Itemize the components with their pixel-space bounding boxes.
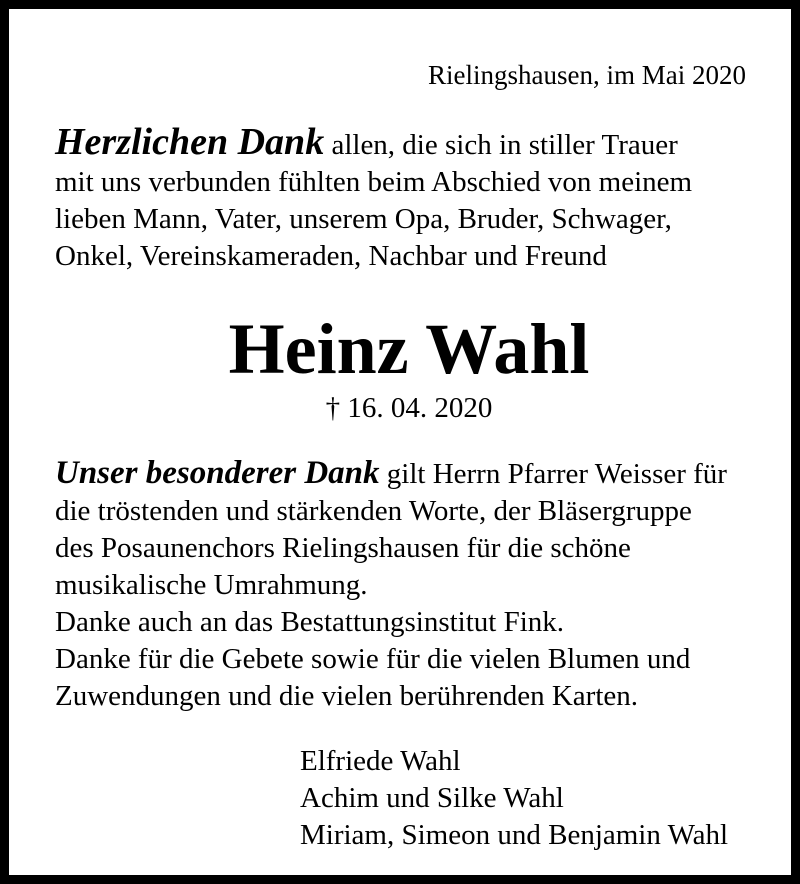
signature-line: Miriam, Simeon und Benjamin Wahl (300, 819, 729, 851)
thanks-text: allen, die sich in stiller Trauer (331, 129, 678, 161)
signature-line: Achim und Silke Wahl (300, 782, 564, 814)
special-thanks-line-6: Danke für die Gebete sowie für die vielen Blumen und (55, 643, 691, 675)
signatures (300, 743, 728, 854)
signature-line: Elfriede Wahl (300, 745, 461, 777)
thanks-line-2: mit uns verbunden fühlten beim Abschied von meinem (55, 166, 693, 198)
thanks-line-4: Onkel, Vereinskameraden, Nachbar und Freund (55, 240, 607, 272)
special-thanks-line-1 (55, 455, 775, 493)
special-thanks-line-5: Danke auch an das Bestattungsinstitut Fink. (55, 606, 565, 638)
cross-icon: † (325, 392, 341, 424)
special-thanks-line-4: musikalische Umrahmung. (55, 569, 368, 601)
death-date-line (9, 390, 800, 426)
thanks-lead: Herzlichen Dank (55, 121, 325, 163)
thanks-line-1 (55, 121, 775, 164)
special-thanks-line-2: die tröstenden und stärkenden Worte, der Bläsergruppe (55, 495, 692, 527)
special-thanks-line-3: des Posaunenchors Rielingshausen für die schöne (55, 532, 631, 564)
place-date: Rielingshausen, im Mai 2020 (428, 60, 746, 90)
special-thanks-lead: Unser besonderer Dank (55, 455, 380, 491)
thanks-line-3: lieben Mann, Vater, unserem Opa, Bruder, Schwager, (55, 203, 672, 235)
special-thanks-paragraph (55, 455, 775, 715)
special-thanks-line-7: Zuwendungen und die vielen berührenden Karten. (55, 680, 639, 712)
thanks-paragraph (55, 121, 775, 275)
death-date: 16. 04. 2020 (347, 392, 493, 424)
special-thanks-text: gilt Herrn Pfarrer Weisser für (386, 458, 727, 490)
deceased-name: Heinz Wahl (228, 309, 590, 389)
